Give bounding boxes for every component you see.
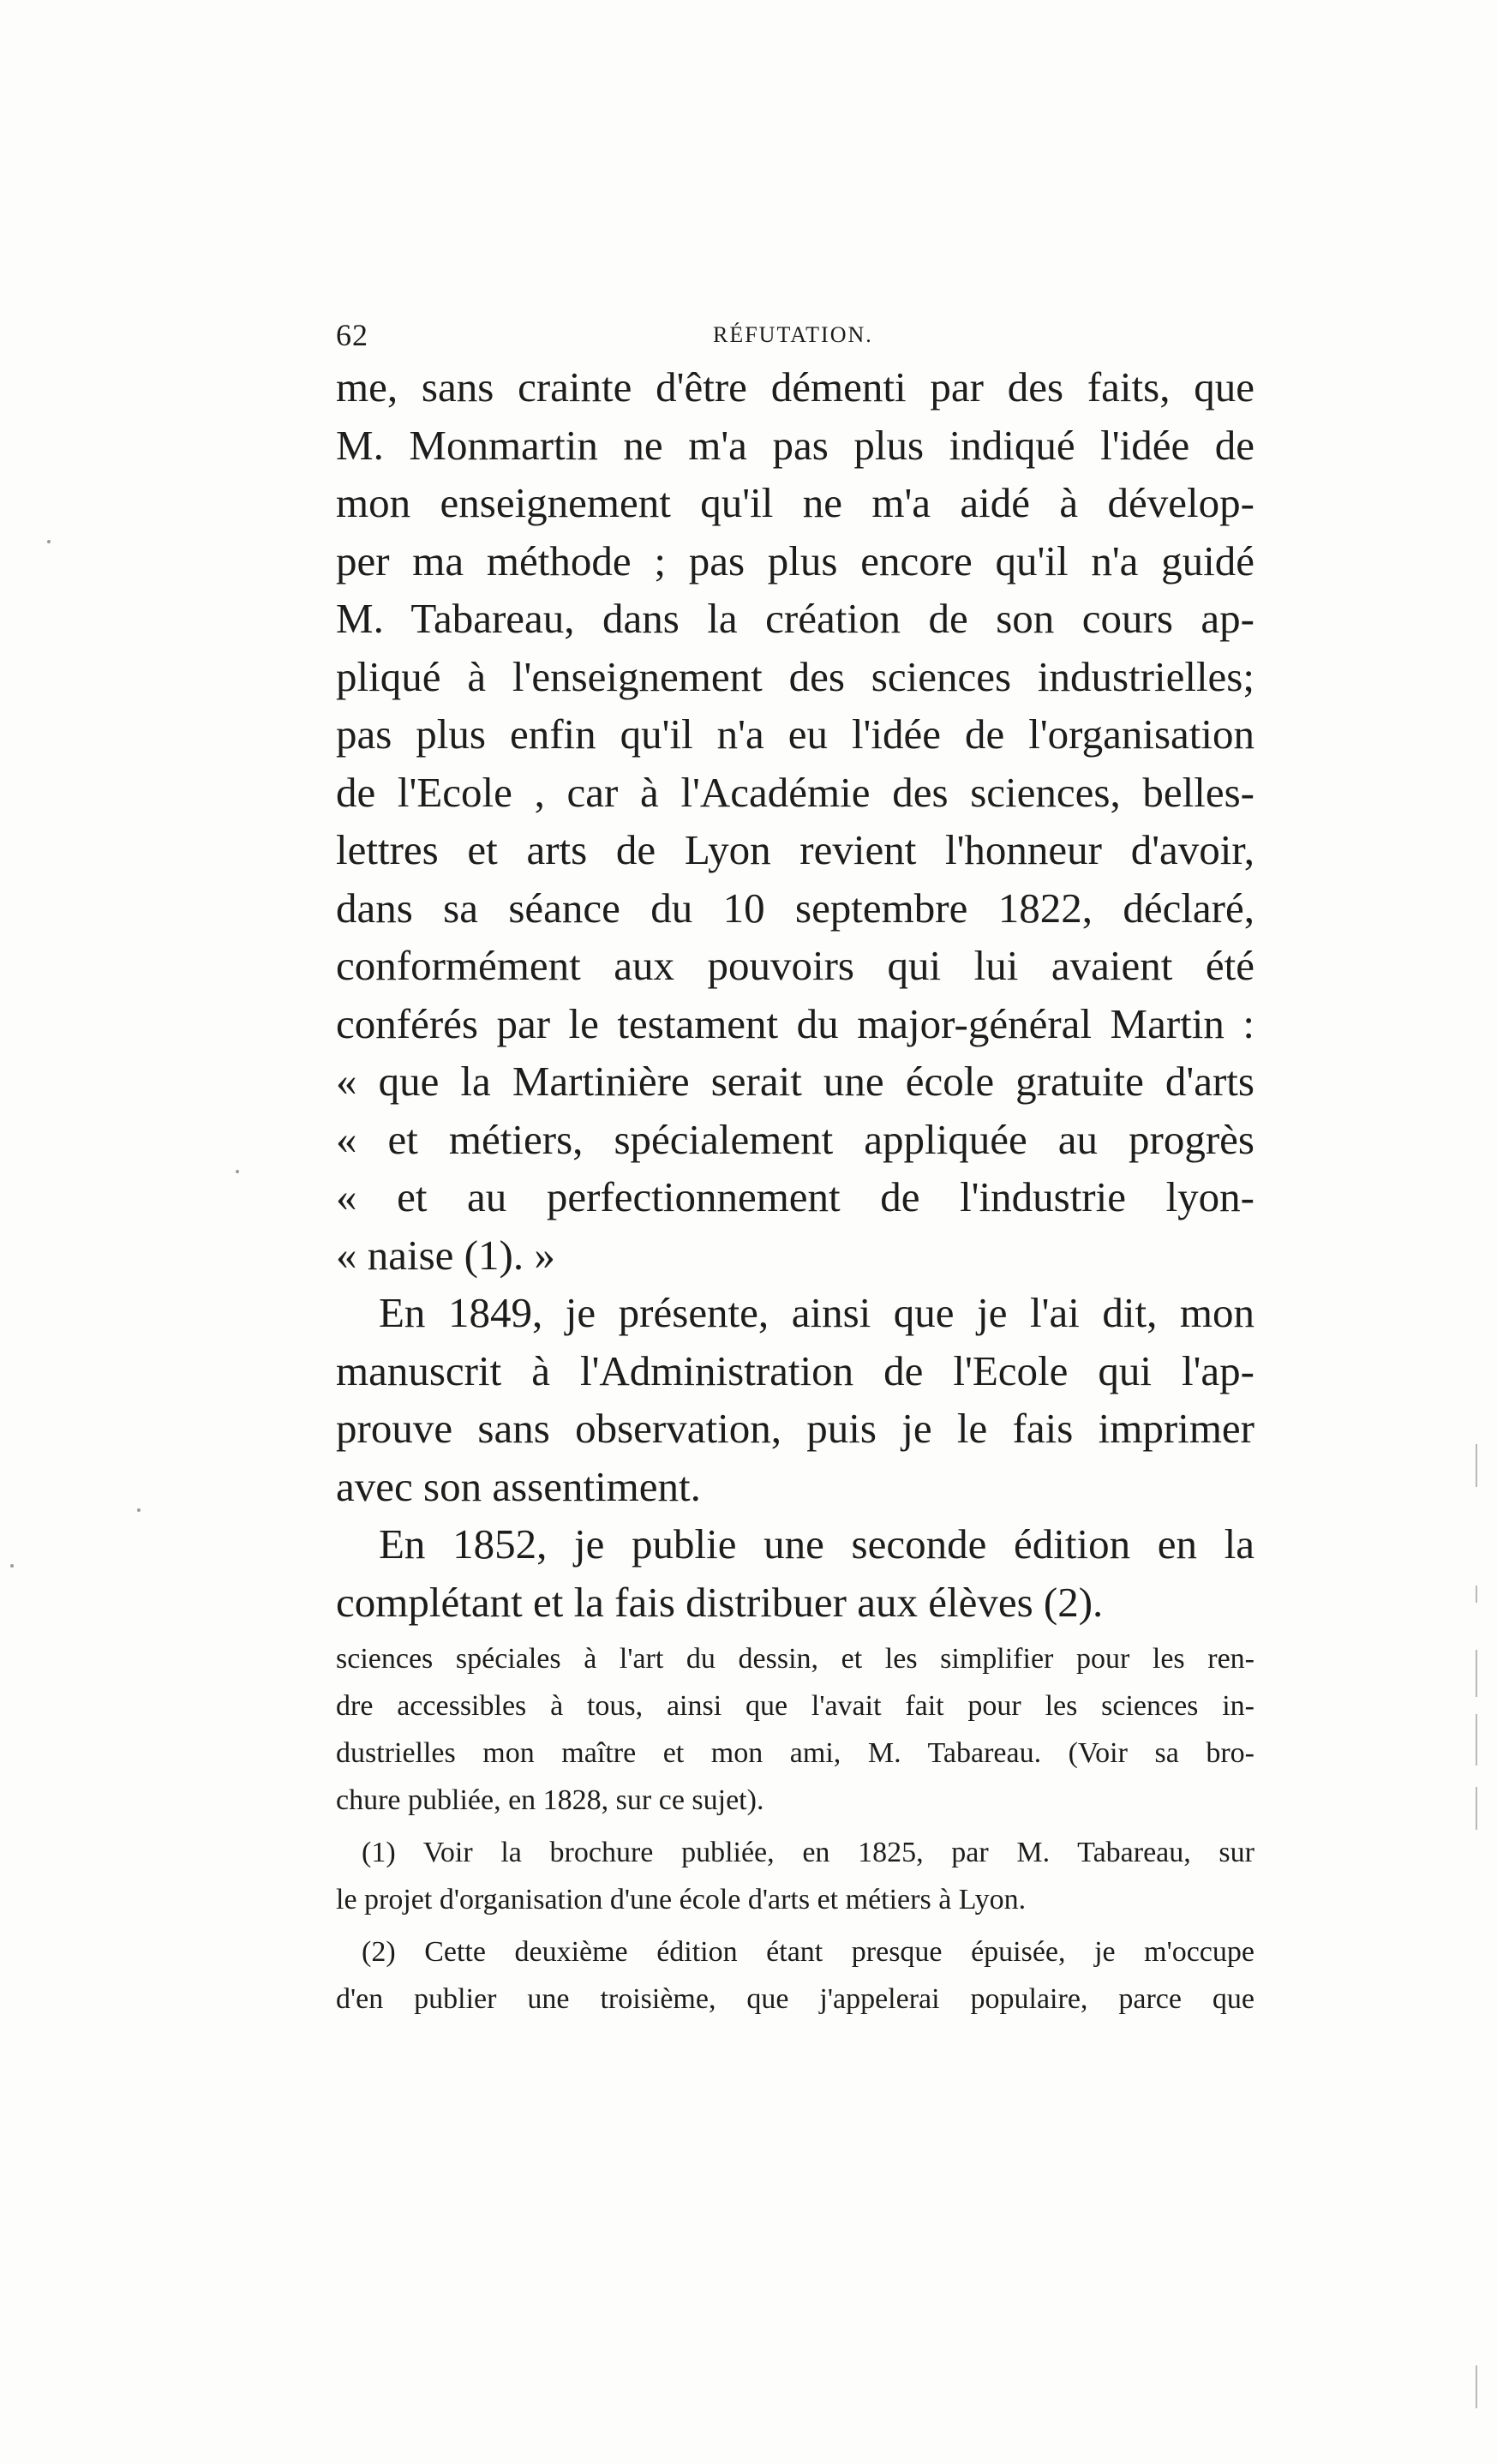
footnote-line: dustrielles mon maître et mon ami, M. Tabareau. (Voir sa bro- <box>336 1737 1254 1769</box>
footnote-line: dre accessibles à tous, ainsi que l'avait fait pour les sciences in- <box>336 1690 1254 1722</box>
page-number: 62 <box>336 318 368 352</box>
text-line: prouve sans observation, puis je le fais imprimer <box>336 1405 1254 1452</box>
scan-mark <box>1476 2365 1477 2408</box>
text-line: M. Tabareau, dans la création de son cours ap- <box>336 595 1254 642</box>
quote-line: « que la Martinière serait une école gratuite d'arts <box>336 1058 1254 1105</box>
text-line: M. Monmartin ne m'a pas plus indiqué l'idée de <box>336 421 1254 469</box>
footnote-line: d'en publier une troisième, que j'appelerai populaire, parce que <box>336 1983 1254 2015</box>
footnote-line: (2) Cette deuxième édition étant presque épuisée, je m'occupe <box>362 1936 1254 1968</box>
text-line: En 1849, je présente, ainsi que je l'ai dit, mon <box>379 1289 1254 1336</box>
quote-line: « et métiers, spécialement appliquée au progrès <box>336 1115 1254 1163</box>
text-line: complétant et la fais distribuer aux élèves (2). <box>336 1578 1104 1626</box>
text-line: pliqué à l'enseignement des sciences industrielles; <box>336 652 1254 700</box>
scan-dot <box>10 1564 14 1568</box>
scan-dot <box>137 1508 141 1512</box>
text-line: En 1852, je publie une seconde édition en la <box>379 1520 1254 1568</box>
scan-mark <box>1476 1787 1477 1830</box>
text-line: me, sans crainte d'être démenti par des faits, que <box>336 363 1254 411</box>
main-text <box>336 358 1254 1631</box>
footnote-line: (1) Voir la brochure publiée, en 1825, par M. Tabareau, sur <box>362 1837 1254 1868</box>
text-line: conformément aux pouvoirs qui lui avaient été <box>336 942 1254 989</box>
footnote-line: chure publiée, en 1828, sur ce sujet). <box>336 1784 764 1816</box>
text-line: pas plus enfin qu'il n'a eu l'idée de l'organisation <box>336 710 1254 758</box>
scan-dot <box>47 540 51 543</box>
scan-mark <box>1476 1714 1477 1766</box>
scan-mark <box>1476 1650 1477 1697</box>
scan-dot <box>236 1170 239 1173</box>
quote-line: « naise (1). » <box>336 1231 555 1279</box>
running-head: RÉFUTATION. <box>713 322 873 347</box>
quote-line: « et au perfectionnement de l'industrie lyon- <box>336 1173 1254 1220</box>
text-line: manuscrit à l'Administration de l'Ecole qui l'ap- <box>336 1346 1254 1394</box>
text-line: mon enseignement qu'il ne m'a aidé à dévelop- <box>336 479 1254 526</box>
text-line: de l'Ecole , car à l'Académie des sciences, belles- <box>336 768 1254 816</box>
text-line: avec son assentiment. <box>336 1462 701 1510</box>
text-line: lettres et arts de Lyon revient l'honneur d'avoir, <box>336 826 1254 873</box>
footnote-line: sciences spéciales à l'art du dessin, et les simplifier pour les ren- <box>336 1643 1254 1675</box>
text-line: conférés par le testament du major-général Martin : <box>336 999 1254 1047</box>
scan-mark <box>1476 1444 1477 1487</box>
scan-mark <box>1476 1586 1477 1603</box>
footnote-line: le projet d'organisation d'une école d'arts et métiers à Lyon. <box>336 1884 1027 1915</box>
text-line: dans sa séance du 10 septembre 1822, déclaré, <box>336 884 1254 932</box>
text-line: per ma méthode ; pas plus encore qu'il n'a guidé <box>336 537 1254 585</box>
page-header <box>336 317 1254 351</box>
footnotes <box>336 1635 1254 2023</box>
